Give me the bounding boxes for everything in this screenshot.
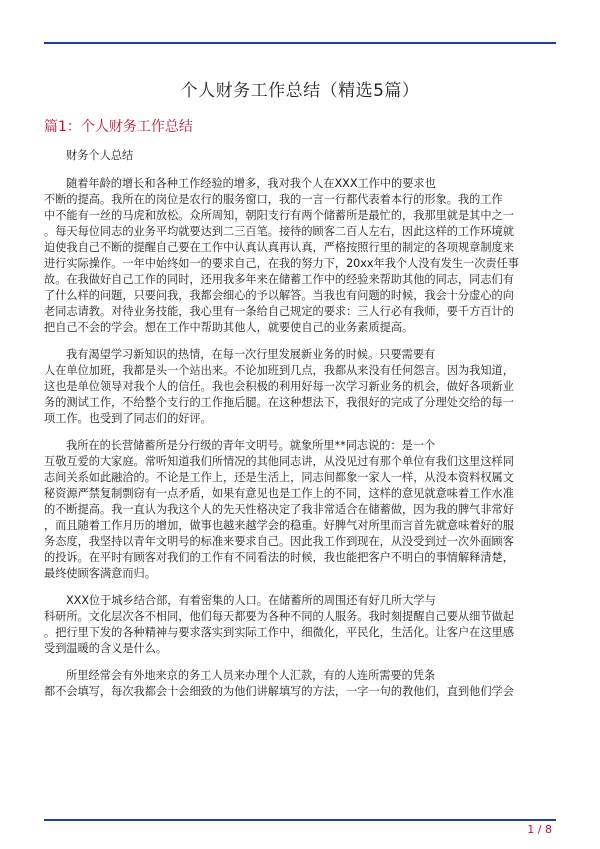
paragraph-line: 这也是单位领导对我个人的信任。我也会积极的利用好每一次学习新业务的机会，做好各项新业 xyxy=(44,380,514,393)
paragraph-line: XXX位于城乡结合部，有着密集的人口。在储蓄所的周围还有好几所大学与 xyxy=(66,594,436,607)
paragraph-line: 。把行里下发的各种精神与要求落实到实际工作中，细微化，平民化，生活化。让客户在这里感 xyxy=(44,626,514,639)
paragraph-line: 进行实际操作。一年中始终如一的要求自己，在我的努力下，20xx年我个人没有发生一次责任事 xyxy=(44,257,519,270)
paragraph-5 xyxy=(44,668,556,700)
paragraph-line: 随着年龄的增长和各种工作经验的增多，我对我个人在XXX工作中的要求也 xyxy=(66,177,436,190)
paragraph-line: 务态度，我坚持以青年文明号的标准来要求自己。因此我工作到现在，从没受到过一次外面顾客 xyxy=(44,535,514,548)
paragraph-line: 迫使我自己不断的提醒自己要在工作中认真认真再认真，严格按照行里的制定的各项规章制度来 xyxy=(44,241,514,254)
paragraph-line: 秘资源严禁复制剽窃有一点矛盾，如果有意见也是工作上的不同，这样的意见就意味着工作水准 xyxy=(44,487,514,500)
paragraph-line: 不断的提高。我所在的岗位是农行的服务窗口，我的一言一行都代表着本行的形象。我的工作 xyxy=(44,193,503,206)
paragraph-2 xyxy=(44,347,556,427)
paragraph-line: 的投诉。在平时有顾客对我们的工作有不同看法的时候，我也能把客户不明白的事情解释清楚， xyxy=(44,551,514,564)
paragraph-line: 的不断提高。我一直认为我这个人的先天性格决定了我非常适合在储蓄做，因为我的脾气非常好 xyxy=(44,503,514,516)
paragraph-line: 故。在我做好自己工作的同时，还用我多年来在储蓄工作中的经验来帮助其他的同志，同志们有 xyxy=(44,273,514,286)
paragraph-line: 我所在的长营储蓄所是分行级的青年文明号。就象所里**同志说的：是一个 xyxy=(66,439,436,452)
paragraph-line: 所里经常会有外地来京的务工人员来办理个人汇款，有的人连所需要的凭条 xyxy=(66,669,436,682)
paragraph-1 xyxy=(44,176,556,336)
paragraph-line: 中不能有一丝的马虎和放松。众所周知，朝阳支行有两个储蓄所是最忙的，我那里就是其中之一 xyxy=(44,209,514,222)
paragraph-line: 。每天每位同志的业务平均就要达到二三百笔。接待的顾客二百人左右，因此这样的工作环境就 xyxy=(44,225,514,238)
paragraph-line: 最终使顾客满意而归。 xyxy=(44,567,156,580)
paragraph-line: 科研所。文化层次各不相同，他们每天都要为各种不同的人服务。我时刻提醒自己要从细节做起 xyxy=(44,610,514,623)
paragraph-3 xyxy=(44,438,556,582)
paragraph-line: 受到温暖的含义是什么。 xyxy=(44,642,168,655)
paragraph-line: 都不会填写，每次我都会十会细致的为他们讲解填写的方法，一字一句的教他们，直到他们学会 xyxy=(44,685,514,698)
header-rule xyxy=(44,42,556,44)
document-body xyxy=(44,148,556,700)
paragraph-line: 务的测试工作，不给整个支行的工作拖后腿。在这种想法下，我很好的完成了分理处交给的每一 xyxy=(44,396,514,409)
paragraph-line: ，而且随着工作月历的增加，做事也越来越学会的稳重。好脾气对所里而言首先就意味着好的服 xyxy=(44,519,514,532)
paragraph-line: 互敬互爱的大家庭。常听知道我们所情况的其他同志讲，从没见过有那个单位有我们这里这样同 xyxy=(44,455,514,468)
paragraph-4 xyxy=(44,593,556,657)
page-number: 1 / 8 xyxy=(527,823,552,836)
paragraph-line: 把自己不会的学会。想在工作中帮助其他人，就要使自己的业务素质提高。 xyxy=(44,321,414,334)
paragraph-line: 志间关系如此融洽的。不论是工作上，还是生活上，同志间都象一家人一样，从没本资料权属文 xyxy=(44,471,514,484)
paragraph-line: 了什么样的问题，只要问我，我都会细心的予以解答。当我也有问题的时候，我会十分虚心的向 xyxy=(44,289,514,302)
document-subtitle: 财务个人总结 xyxy=(66,149,134,162)
paragraph-line: 老同志请教。对待业务技能，我心里有一条给自己规定的要求：三人行必有我师，要千方百计的 xyxy=(44,305,514,318)
footer-rule xyxy=(44,819,556,821)
paragraph-line: 项工作。也受到了同志们的好评。 xyxy=(44,412,212,425)
paragraph-line: 人在单位加班，我都是头一个站出来。不论加班到几点，我都从来没有任何怨言。因为我知道， xyxy=(44,364,514,377)
document-title: 个人财务工作总结（精选5篇） xyxy=(180,81,420,101)
paragraph-line: 我有渴望学习新知识的热情，在每一次行里发展新业务的时候。只要需要有 xyxy=(66,348,436,361)
section-heading: 篇1：个人财务工作总结 xyxy=(44,119,193,135)
